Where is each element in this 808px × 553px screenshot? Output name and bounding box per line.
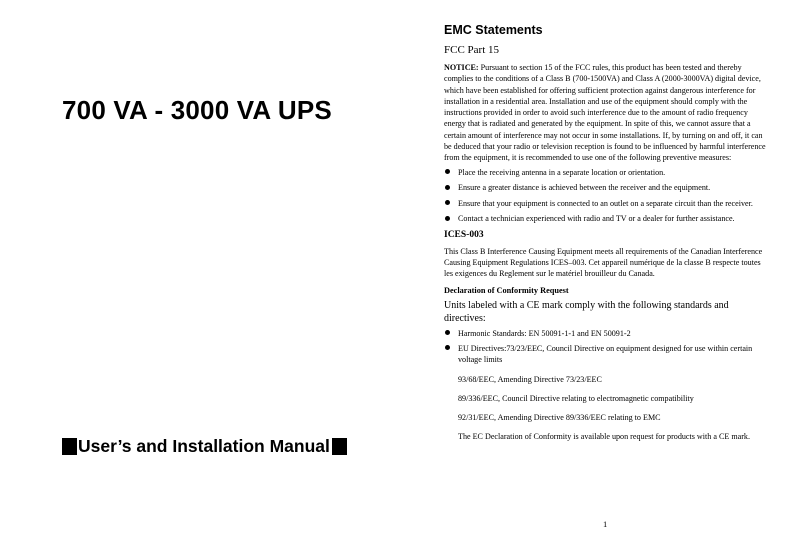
sub-directive: 89/336/EEC, Council Directive relating to electromagnetic compatibility	[458, 393, 694, 403]
notice-paragraph	[444, 62, 770, 164]
notice-label: NOTICE:	[444, 63, 479, 72]
measures-list	[444, 167, 770, 225]
product-title: 700 VA - 3000 VA UPS	[62, 95, 332, 125]
notice-text: Pursuant to section 15 of the FCC rules, this product has been tested and thereby complies to the conditions of a Class B (700-1500VA) and Class A (2000-3000VA) digital device, which have been established for offering sufficient protection against dangerous interference for installation in a residential area. Installation and use of the equipment should comply with the instructions provided in order to avoid such interference due to the amount of radio frequency energy that is radiated and generated by the equipment. In spite of this, we cannot assure that a certain amount of interference may not occur in some installations. If, by turning on and off, it can be deduced that your radio or television reception is found to be influenced by harmful interference from the equipment, it is recommended to use one of the following preventive measures:	[444, 63, 766, 163]
availability-note: The EC Declaration of Conformity is available upon request for products with a CE mark.	[458, 432, 750, 442]
emc-heading: EMC Statements	[444, 23, 543, 37]
standards-list	[444, 328, 770, 366]
list-item: Contact a technician experienced with radio and TV or a dealer for further assistance.	[444, 213, 770, 224]
page-number: 1	[603, 519, 608, 529]
right-page	[444, 22, 770, 445]
manual-title-text: User’s and Installation Manual	[78, 436, 330, 456]
list-item: Ensure that your equipment is connected to an outlet on a separate circuit than the receiver.	[444, 198, 770, 209]
list-item: EU Directives:73/23/EEC, Council Directive on equipment designed for use within certain voltage limits	[444, 343, 770, 366]
declaration-heading: Declaration of Conformity Request	[444, 285, 569, 295]
black-square-icon	[62, 438, 77, 455]
black-square-icon	[332, 438, 347, 455]
list-item: Place the receiving antenna in a separate location or orientation.	[444, 167, 770, 178]
list-item: Harmonic Standards: EN 50091-1-1 and EN 50091-2	[444, 328, 770, 339]
sub-directive: 93/68/EEC, Amending Directive 73/23/EEC	[458, 374, 602, 384]
sub-directive: 92/31/EEC, Amending Directive 89/336/EEC relating to EMC	[458, 413, 661, 423]
manual-title	[62, 436, 347, 457]
ices-paragraph: This Class B Interference Causing Equipment meets all requirements of the Canadian Interference Causing Equipment Regulations ICES–003. Cet appareil numérique de la classe B respecte toutes les exigences du Reglement sur le matériel brouilleur du Canada.	[444, 246, 763, 279]
fcc-subheading: FCC Part 15	[444, 44, 500, 56]
ices-heading: ICES-003	[444, 229, 484, 240]
units-statement: Units labeled with a CE mark comply with the following standards and directives:	[444, 299, 729, 324]
list-item: Ensure a greater distance is achieved between the receiver and the equipment.	[444, 182, 770, 193]
